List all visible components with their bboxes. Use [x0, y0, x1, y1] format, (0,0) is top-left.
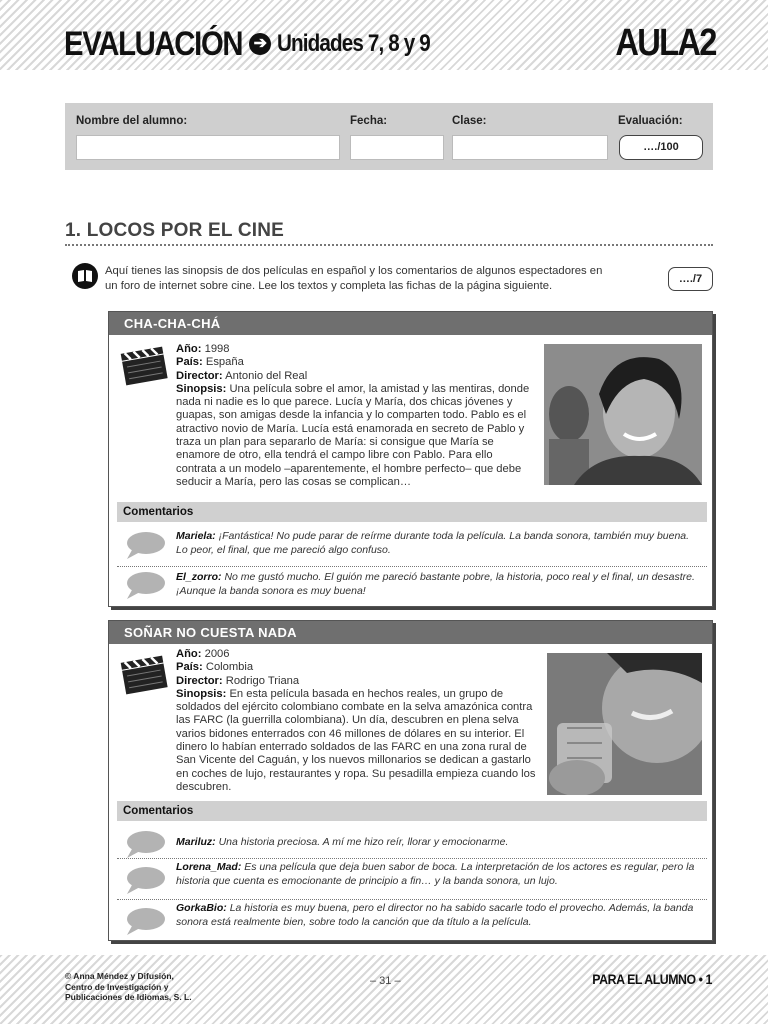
- comment-user: GorkaBio:: [176, 902, 227, 914]
- section-intro: Aquí tienes las sinopsis de dos películas en español y los comentarios de algunos espectadores en un foro de internet sobre cine. Lee los textos y completa las fichas de la página siguiente.: [105, 265, 603, 292]
- movie-director: Antonio del Real: [225, 369, 308, 382]
- section-divider: [65, 244, 713, 246]
- movie-title: CHA-CHA-CHÁ: [109, 312, 712, 335]
- date-field[interactable]: [350, 135, 444, 160]
- page-number: – 31 –: [370, 975, 401, 987]
- comment-divider: [117, 566, 707, 567]
- speech-bubble-icon: [124, 865, 166, 895]
- speech-bubble-icon: [124, 530, 166, 560]
- movie-year: 2006: [204, 648, 230, 660]
- class-label: Clase:: [452, 115, 487, 127]
- movie-synopsis: Una película sobre el amor, la amistad y las mentiras, donde nada ni nadie es lo que parece. Lucía y María, dos chicas jóvenes y guapas, son amigas desde la infancia y lo comparten todo. Pablo es el atractivo novio de María. Lucía está enamorada en secreto de Pablo y traza un plan para separarlo de María: si consigue que María se enamore de otro, ella tendrá el campo libre con Pablo. Para ello contrata a un modelo –aparentemente, el hombre perfecto– que debe seducir a María, pero las cosas se complican…: [176, 382, 530, 488]
- comment-text: Es una película que deja buen sabor de boca. La interpretación de los actores es regular, pero la historia que cuenta es emocionante de principio a fin… y la banda sonora, un lujo.: [176, 861, 695, 887]
- date-label: Fecha:: [350, 115, 388, 127]
- student-form: [65, 103, 713, 170]
- movie-photo: [547, 653, 702, 795]
- movie-country: Colombia: [205, 661, 254, 674]
- comment-text: Una historia preciosa. A mí me hizo reír, llorar y emocionarme.: [218, 836, 509, 848]
- comments-header: Comentarios: [117, 502, 707, 522]
- comment-user: Lorena_Mad:: [176, 861, 242, 873]
- movie-info: Año: 1998 País: España Director: Antonio del Real Sinopsis: Una película sobre el amor, la amistad y las mentiras, donde nada ni nadie es lo que parece. Lucía y María, dos chicas jóvenes y guapas, son amigas desde la infancia y lo comparten todo. Pablo es el atractivo novio de María. Lucía está enamorada en secreto de Pablo y traza un plan para separarlo de María: si consigue que María se enamore de otro, ella tendrá el campo libre con Pablo. Para ello contrata a un modelo –aparentemente, el hombre perfecto– que debe seducir a María, pero las cosas se complican…: [176, 343, 530, 488]
- brand-logo: AULA2: [615, 22, 716, 64]
- title-main: EVALUACIÓN: [64, 24, 243, 63]
- movie-year: 1998: [204, 343, 230, 355]
- comment-user: Mariela:: [176, 530, 216, 542]
- circle-arrow-right-icon: ➔: [249, 33, 271, 55]
- footer-audience: PARA EL ALUMNO • 1: [592, 971, 712, 987]
- comment-user: El_zorro:: [176, 571, 222, 583]
- page-title: [64, 24, 455, 64]
- comment-text: No me gustó mucho. El guión me pareció bastante pobre, la historia, poco real y el final, un desastre. ¡Aunque la banda sonora es muy buena!: [176, 571, 695, 597]
- comments-header: Comentarios: [117, 801, 707, 821]
- speech-bubble-icon: [124, 829, 166, 859]
- speech-bubble-icon: [124, 570, 166, 600]
- comment-divider: [117, 899, 707, 900]
- class-field[interactable]: [452, 135, 608, 160]
- movie-director: Rodrigo Triana: [225, 674, 300, 687]
- movie-info: Año: 2006 País: Colombia Director: Rodrigo Triana Sinopsis: En esta película basada en hechos reales, un grupo de soldados del ejército colombiano combate en la selva amazónica contra las FARC (la guerrilla colombiana). Un día, descubren en plena selva varios bidones enterrados con 46 millones de dólares en su interior. El dinero lo habían enterrado soldados de las FARC en una zona rural de San Vicente del Caguán, y los nuevos millonarios se dedican a gastarlo en coches de lujo, restaurantes y ropa. Su pesadilla empieza cuando los descubren.: [176, 648, 536, 793]
- movie-card-2: [108, 620, 713, 941]
- book-icon: [72, 263, 98, 289]
- eval-score-field[interactable]: …./100: [619, 135, 703, 160]
- name-label: Nombre del alumno:: [76, 115, 188, 127]
- clapperboard-icon: [119, 344, 169, 386]
- section-points-field[interactable]: …./7: [668, 267, 713, 291]
- comment-divider: [117, 858, 707, 859]
- speech-bubble-icon: [124, 906, 166, 936]
- name-field[interactable]: [76, 135, 340, 160]
- comment-text: La historia es muy buena, pero el director no ha sabido sacarle todo el provecho. Además, la banda sonora está realmente bien, sobre todo la canción que da título a la película.: [176, 902, 694, 928]
- movie-country: España: [205, 356, 244, 369]
- comment-user: Mariluz:: [176, 836, 216, 848]
- title-subtitle: Unidades 7, 8 y 9: [277, 30, 431, 57]
- clapperboard-icon: [119, 653, 169, 695]
- movie-synopsis: En esta película basada en hechos reales, un grupo de soldados del ejército colombiano combate en la selva amazónica contra las FARC (la guerrilla colombiana). Un día, descubren en plena selva varios bidones enterrados con 46 millones de dólares en su interior. El dinero lo habían enterrado soldados de las FARC en una zona rural de San Vicente del Caguán, y los nuevos millonarios se dedican a gastarlo en coches de lujo, restaurantes y ropa. Su pesadilla empieza cuando los descubren.: [176, 687, 536, 793]
- footer-copyright: © Anna Méndez y Difusión, Centro de Investigación y Publicaciones de Idiomas, S. L.: [65, 971, 192, 1002]
- comment-text: ¡Fantástica! No pude parar de reírme durante toda la película. La banda sonora, también muy buena. Lo peor, el final, que me pareció algo confuso.: [176, 530, 690, 556]
- movie-title: SOÑAR NO CUESTA NADA: [109, 621, 712, 644]
- eval-label: Evaluación:: [618, 115, 683, 127]
- movie-photo: [544, 344, 702, 485]
- movie-card-1: [108, 311, 713, 607]
- section-title: 1. LOCOS POR EL CINE: [65, 220, 285, 241]
